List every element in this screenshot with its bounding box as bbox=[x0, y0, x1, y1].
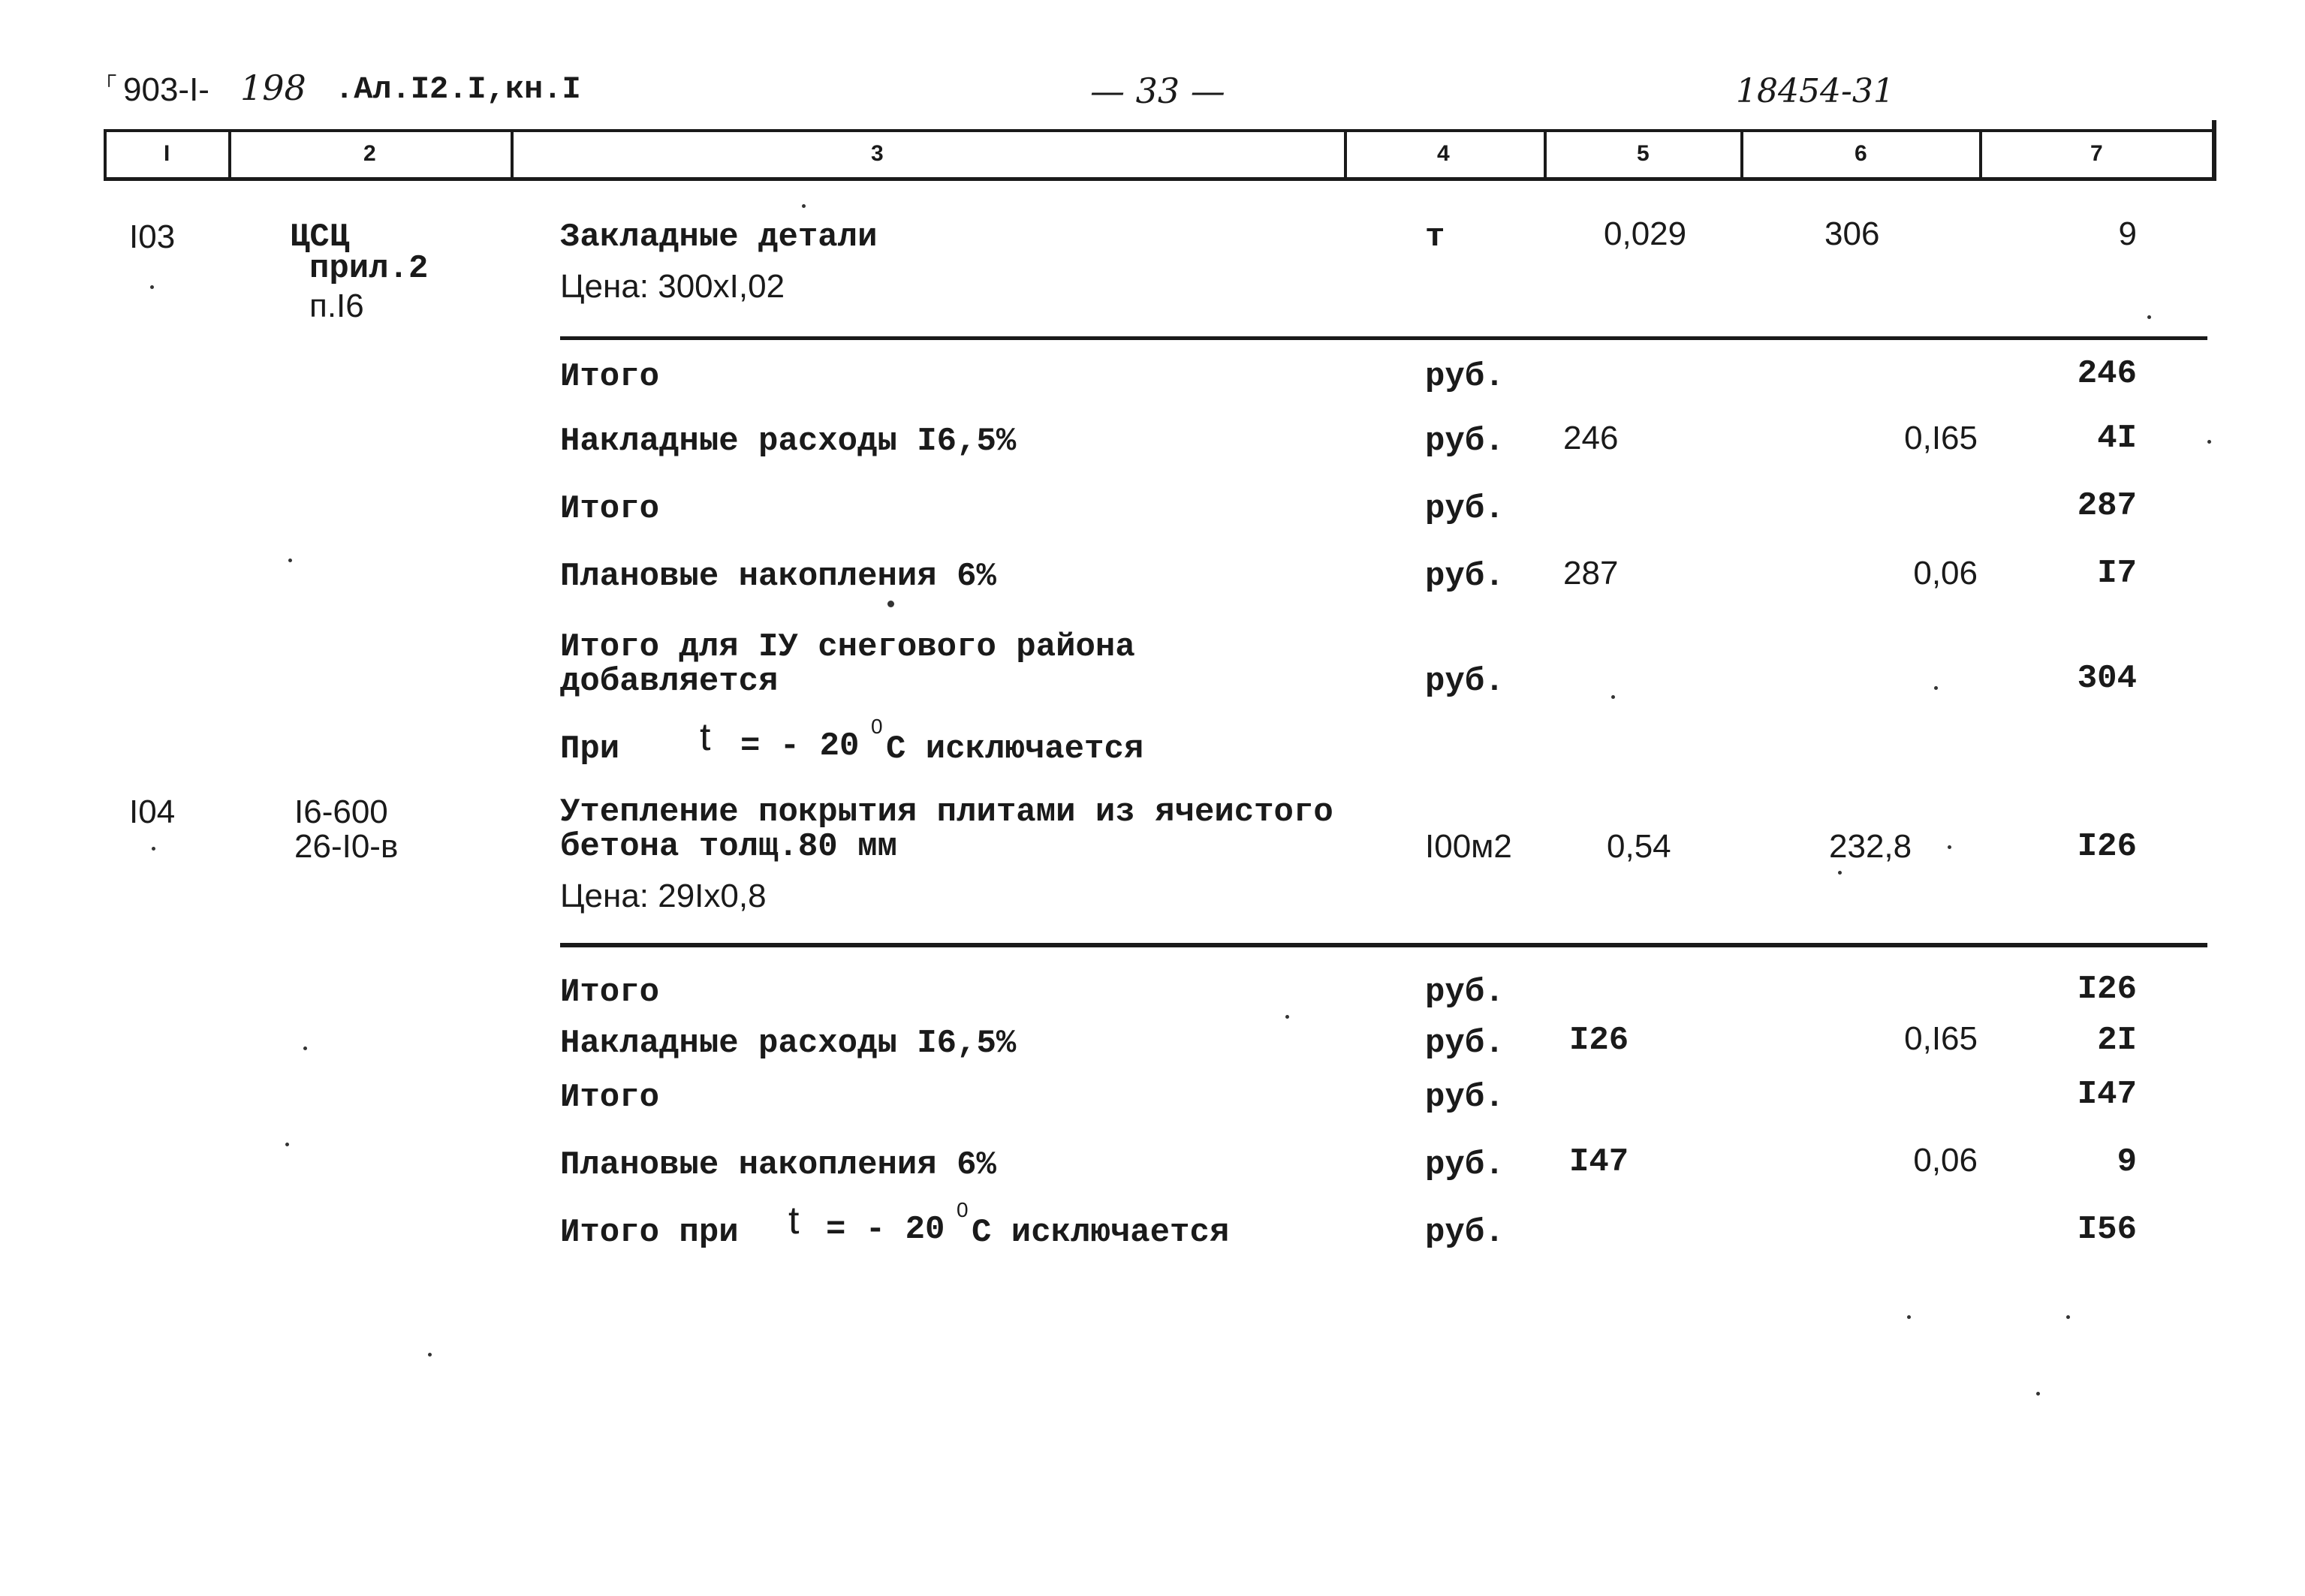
subtotal-unit: руб. bbox=[1425, 974, 1505, 1011]
subtotal-total: 2I bbox=[2097, 1022, 2137, 1059]
subtotal-rate: 0,06 bbox=[1913, 555, 1978, 592]
subtotal-rate: 0,I65 bbox=[1904, 420, 1978, 456]
col-header-1: I bbox=[164, 141, 170, 166]
subtotal-base: 246 bbox=[1563, 420, 1619, 456]
scan-speck bbox=[1934, 686, 1938, 690]
col-header-4: 4 bbox=[1437, 141, 1450, 166]
scan-speck bbox=[2147, 315, 2151, 319]
row-description: Утепление покрытия плитами из ячеистого bbox=[560, 793, 1333, 831]
row-unit-price: 232,8 bbox=[1829, 828, 1912, 865]
scan-speck bbox=[303, 1046, 307, 1050]
condition-symbol: t bbox=[788, 1199, 800, 1242]
col-header-3: 3 bbox=[871, 141, 884, 166]
doc-number: 18454-31 bbox=[1736, 72, 1894, 110]
subtotal-label: Итого bbox=[560, 358, 660, 396]
row-price-formula: Цена: 29Iх0,8 bbox=[560, 878, 767, 914]
row-unit: т bbox=[1425, 218, 1445, 256]
subtotal-total: I7 bbox=[2097, 555, 2137, 592]
subtotal-unit: руб. bbox=[1425, 490, 1505, 528]
subtotal-label: Итого bbox=[560, 974, 660, 1011]
condition-label: При bbox=[560, 730, 620, 768]
subtotal-unit: руб. bbox=[1425, 1025, 1505, 1062]
condition-degree: 0 bbox=[957, 1198, 969, 1221]
doc-code-prefix: 903-I- bbox=[123, 71, 209, 108]
condition-symbol: t bbox=[700, 715, 711, 759]
row-number: I03 bbox=[129, 218, 176, 255]
col-header-5: 5 bbox=[1637, 141, 1650, 166]
scan-speck bbox=[428, 1353, 432, 1357]
subtotal-total: 246 bbox=[2077, 355, 2137, 393]
row-unit: I00м2 bbox=[1425, 828, 1512, 865]
scan-speck bbox=[887, 601, 894, 607]
subtotal-total: 9 bbox=[2117, 1143, 2137, 1181]
scan-speck bbox=[150, 285, 154, 289]
subtotal-rate: 0,06 bbox=[1913, 1142, 1978, 1179]
row-reference: ЦСЦ bbox=[290, 218, 350, 256]
row-total: 9 bbox=[2118, 215, 2137, 252]
doc-code-handwritten: 198 bbox=[240, 68, 306, 108]
subtotal-label: Плановые накопления 6% bbox=[560, 1146, 996, 1184]
subtotal-label: Плановые накопления 6% bbox=[560, 558, 996, 595]
scan-speck bbox=[2036, 1392, 2040, 1396]
row-reference: п.I6 bbox=[309, 288, 364, 324]
subtotal-label: Накладные расходы I6,5% bbox=[560, 423, 1017, 460]
col-header-2: 2 bbox=[363, 141, 376, 166]
subtotal-unit: руб. bbox=[1425, 358, 1505, 396]
subtotal-unit: руб. bbox=[1425, 423, 1505, 460]
condition-value: = - 20 bbox=[826, 1211, 945, 1248]
subtotal-rate: 0,I65 bbox=[1904, 1020, 1978, 1057]
scan-speck bbox=[1285, 1015, 1289, 1019]
subtotal-unit: руб. bbox=[1425, 1146, 1505, 1184]
subtotal-total: 287 bbox=[2077, 487, 2137, 525]
row-divider bbox=[560, 336, 2207, 340]
subtotal-total: I47 bbox=[2077, 1076, 2137, 1113]
scan-speck bbox=[152, 847, 155, 851]
subtotal-unit: руб. bbox=[1425, 663, 1505, 700]
row-divider bbox=[560, 943, 2207, 947]
col-header-7: 7 bbox=[2090, 141, 2103, 166]
row-number: I04 bbox=[129, 793, 176, 830]
scan-speck bbox=[288, 559, 292, 562]
subtotal-base: 287 bbox=[1563, 555, 1619, 592]
subtotal-label: Итого при bbox=[560, 1214, 739, 1251]
condition-text: С исключается bbox=[886, 730, 1144, 768]
subtotal-unit: руб. bbox=[1425, 1079, 1505, 1116]
subtotal-total: I56 bbox=[2077, 1211, 2137, 1248]
row-price-formula: Цена: 300хI,02 bbox=[560, 268, 785, 305]
row-description: бетона толщ.80 мм bbox=[560, 828, 897, 866]
condition-degree: 0 bbox=[871, 715, 883, 738]
row-unit-price: 306 bbox=[1824, 215, 1880, 252]
scan-speck bbox=[1948, 845, 1951, 849]
subtotal-base: I47 bbox=[1569, 1143, 1629, 1181]
scan-speck bbox=[2066, 1315, 2070, 1319]
scan-speck bbox=[1611, 695, 1615, 699]
condition-value: = - 20 bbox=[740, 727, 860, 765]
col-header-6: 6 bbox=[1855, 141, 1867, 166]
scan-speck bbox=[802, 204, 806, 208]
subtotal-label: Итого для IУ снегового района bbox=[560, 628, 1135, 666]
doc-code-suffix: .Ал.I2.I,кн.I bbox=[335, 71, 581, 107]
row-reference: I6-600 bbox=[294, 793, 388, 830]
subtotal-total: I26 bbox=[2077, 971, 2137, 1008]
row-reference: 26-I0-в bbox=[294, 828, 399, 865]
scan-speck bbox=[1907, 1315, 1911, 1319]
row-quantity: 0,54 bbox=[1607, 828, 1671, 865]
condition-text: С исключается bbox=[972, 1214, 1230, 1251]
subtotal-label: добавляется bbox=[560, 663, 779, 700]
scan-speck bbox=[285, 1143, 289, 1146]
row-reference: прил.2 bbox=[309, 250, 429, 288]
subtotal-label: Итого bbox=[560, 490, 660, 528]
scan-speck bbox=[1838, 871, 1842, 875]
scan-speck bbox=[2207, 440, 2211, 444]
subtotal-unit: руб. bbox=[1425, 1214, 1505, 1251]
subtotal-base: I26 bbox=[1569, 1022, 1629, 1059]
row-quantity: 0,029 bbox=[1604, 215, 1687, 252]
row-total: I26 bbox=[2077, 828, 2137, 866]
doc-corner-mark: ┌ bbox=[102, 63, 116, 86]
subtotal-total: 4I bbox=[2097, 420, 2137, 457]
subtotal-label: Накладные расходы I6,5% bbox=[560, 1025, 1017, 1062]
subtotal-unit: руб. bbox=[1425, 558, 1505, 595]
page-number: — 33 — bbox=[1090, 71, 1225, 111]
subtotal-label: Итого bbox=[560, 1079, 660, 1116]
row-description: Закладные детали bbox=[560, 218, 878, 256]
subtotal-total: 304 bbox=[2077, 660, 2137, 697]
